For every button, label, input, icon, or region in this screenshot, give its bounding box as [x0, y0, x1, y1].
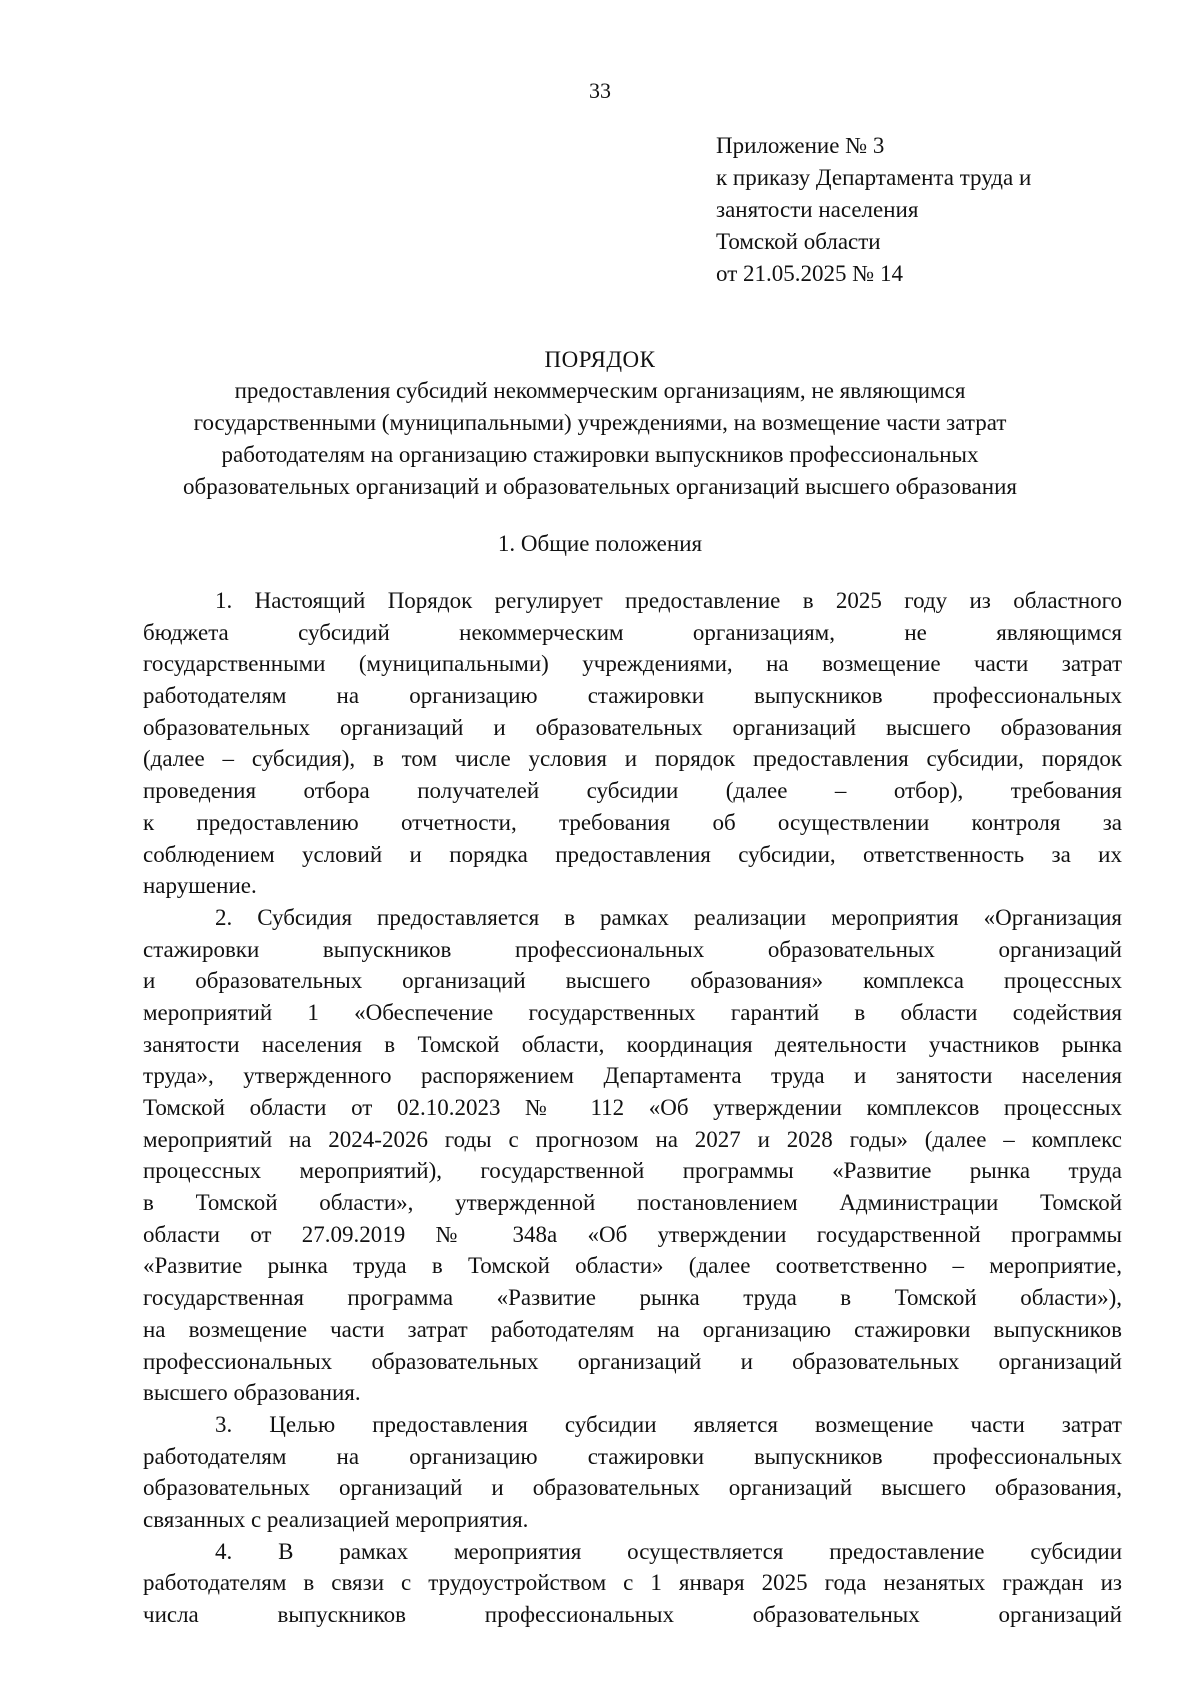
- body-line: бюджета субсидий некоммерческим организациям, не являющимся: [143, 619, 1122, 645]
- body-line: в Томской области», утвержденной постановлением Администрации Томской: [143, 1190, 1122, 1216]
- body-line: нарушение.: [143, 873, 257, 899]
- body-line: числа выпускников профессиональных образовательных организаций: [143, 1602, 1122, 1627]
- body-line: высшего образования.: [143, 1380, 361, 1406]
- body-line: соблюдением условий и порядка предоставления субсидии, ответственность за их: [143, 841, 1122, 867]
- body-line: 1. Настоящий Порядок регулирует предоставление в 2025 году из областного: [215, 588, 1122, 613]
- body-line: государственными (муниципальными) учреждениями, на возмещение части затрат: [143, 651, 1122, 677]
- body-line: к предоставлению отчетности, требования об осуществлении контроля за: [143, 809, 1122, 835]
- body-line: работодателям на организацию стажировки выпускников профессиональных: [143, 683, 1122, 709]
- body-line: мероприятий на 2024-2026 годы с прогнозом на 2027 и 2028 годы» (далее – комплекс: [143, 1126, 1122, 1152]
- body-line: 3. Целью предоставления субсидии является возмещение части затрат: [215, 1411, 1122, 1437]
- subtitle-line: государственными (муниципальными) учреждениями, на возмещение части затрат: [193, 410, 1007, 435]
- body-line: 4. В рамках мероприятия осуществляется предоставление субсидии: [215, 1538, 1122, 1564]
- body-line: стажировки выпускников профессиональных образовательных организаций: [143, 936, 1122, 962]
- body-line: и образовательных организаций высшего образования» комплекса процессных: [143, 968, 1122, 994]
- body-line: профессиональных образовательных организаций и образовательных организаций: [143, 1348, 1122, 1374]
- section-heading: 1. Общие положения: [497, 531, 703, 556]
- subtitle-line: работодателям на организацию стажировки выпускников профессиональных: [221, 442, 979, 467]
- appendix-line: к приказу Департамента труда и: [716, 165, 1032, 190]
- body-line: 2. Субсидия предоставляется в рамках реализации мероприятия «Организация: [215, 904, 1122, 930]
- body-line: государственная программа «Развитие рынка труда в Томской области»),: [143, 1285, 1122, 1311]
- body-line: Томской области от 02.10.2023 № 112 «Об утверждении комплексов процессных: [143, 1095, 1122, 1120]
- subtitle-line: предоставления субсидий некоммерческим организациям, не являющимся: [234, 378, 966, 403]
- body-line: (далее – субсидия), в том числе условия и порядок предоставления субсидии, порядок: [143, 746, 1122, 772]
- document-subtitle: [120, 375, 1080, 503]
- page-number: 33: [589, 78, 611, 103]
- appendix-line: Приложение № 3: [716, 133, 885, 158]
- body-line: проведения отбора получателей субсидии (далее – отбор), требования: [143, 778, 1122, 804]
- document-body: [143, 585, 1122, 1631]
- body-line: мероприятий 1 «Обеспечение государственных гарантий в области содействия: [143, 999, 1122, 1025]
- body-line: образовательных организаций и образовательных организаций высшего образования,: [143, 1475, 1122, 1501]
- body-line: связанных с реализацией мероприятия.: [143, 1506, 529, 1532]
- subtitle-line: образовательных организаций и образовательных организаций высшего образования: [183, 474, 1017, 499]
- body-line: занятости населения в Томской области, координация деятельности участников рынка: [143, 1031, 1122, 1057]
- appendix-block: [716, 130, 1031, 290]
- body-line: на возмещение части затрат работодателям на организацию стажировки выпускников: [143, 1316, 1122, 1342]
- body-line: процессных мероприятий), государственной программы «Развитие рынка труда: [143, 1158, 1122, 1184]
- body-line: работодателям в связи с трудоустройством с 1 января 2025 года незанятых граждан из: [143, 1570, 1122, 1596]
- body-line: работодателям на организацию стажировки выпускников профессиональных: [143, 1443, 1122, 1469]
- body-line: образовательных организаций и образовательных организаций высшего образования: [143, 714, 1122, 740]
- body-line: области от 27.09.2019 № 348а «Об утверждении государственной программы: [143, 1221, 1122, 1247]
- document-title: ПОРЯДОК: [544, 347, 656, 372]
- appendix-line: занятости населения: [716, 197, 919, 222]
- appendix-line: Томской области: [716, 229, 881, 254]
- body-line: труда», утвержденного распоряжением Департамента труда и занятости населения: [143, 1063, 1122, 1089]
- appendix-line: от 21.05.2025 № 14: [716, 261, 903, 286]
- body-line: «Развитие рынка труда в Томской области» (далее соответственно – мероприятие,: [143, 1253, 1122, 1279]
